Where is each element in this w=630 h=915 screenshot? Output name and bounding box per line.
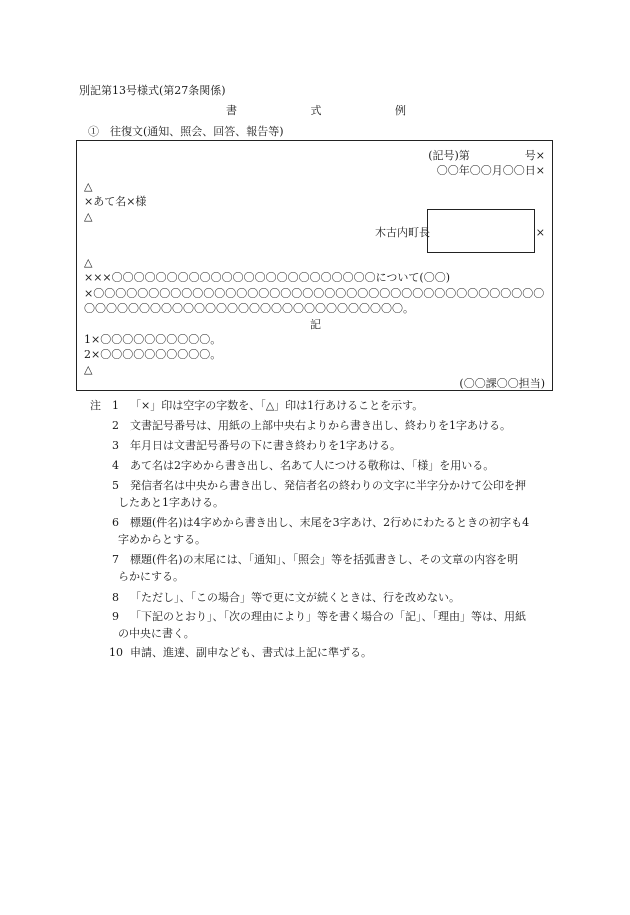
list-item-2: 2×〇〇〇〇〇〇〇〇〇〇。	[84, 348, 222, 361]
sender-name: 木古内町長	[375, 226, 430, 239]
form-title: 別記第13号様式(第27条関係)	[79, 84, 226, 97]
seal-box	[427, 209, 535, 253]
note-text: 年月日は文書記号番号の下に書き終わりを1字あける。	[130, 439, 401, 452]
note-text-continued: らかにする。	[118, 570, 184, 583]
note-number: 5	[112, 479, 119, 492]
note-text-continued: したあと1字あける。	[118, 496, 224, 509]
heading-char-3: 例	[395, 104, 406, 117]
subject-line: ×××〇〇〇〇〇〇〇〇〇〇〇〇〇〇〇〇〇〇〇〇〇〇〇〇について(〇〇)	[84, 271, 451, 284]
note-text: 標題(件名)の末尾には、「通知」、「照会」等を括弧書きし、その文章の内容を明	[130, 553, 519, 566]
note-number: 6	[112, 516, 119, 529]
doc-number: (記号)第 号×	[428, 149, 545, 162]
note-text: 発信者名は中央から書き出し、発信者名の終わりの文字に半字分かけて公印を押	[130, 479, 526, 492]
note-text-continued: の中央に書く。	[118, 627, 195, 640]
body-line-2: 〇〇〇〇〇〇〇〇〇〇〇〇〇〇〇〇〇〇〇〇〇〇〇〇〇〇〇〇〇。	[84, 302, 414, 315]
note-text: 「下記のとおり」、「次の理由により」等を書く場合の「記」、「理由」等は、用紙	[130, 610, 526, 623]
note-text-continued: 字めからとする。	[118, 533, 206, 546]
heading-char-2: 式	[310, 104, 322, 117]
blank-marker: △	[84, 363, 93, 376]
blank-marker: △	[84, 210, 93, 223]
example-frame	[76, 140, 553, 391]
sender-space: ×	[535, 226, 545, 239]
note-number: 1	[112, 399, 119, 412]
note-number: 9	[112, 610, 119, 623]
section-label: ① 往復文(通知、照会、回答、報告等)	[88, 125, 284, 138]
blank-marker: △	[84, 256, 93, 269]
note-text: 「×」印は空字の字数を、「△」印は1行あけることを示す。	[130, 399, 424, 412]
note-text: 「ただし」、「この場合」等で更に文が続くときは、行を改めない。	[130, 591, 460, 604]
note-text: 標題(件名)は4字めから書き出し、末尾を3字あけ、2行めにわたるときの初字も4	[130, 516, 530, 529]
note-number: 4	[112, 459, 119, 472]
note-number: 10	[109, 646, 123, 659]
contact-line: (〇〇課〇〇担当)	[459, 377, 545, 390]
note-text: 申請、進達、副申なども、書式は上記に準ずる。	[130, 646, 372, 659]
date: 〇〇年〇〇月〇〇日×	[436, 164, 545, 177]
heading	[226, 104, 406, 118]
note-number: 3	[112, 439, 119, 452]
note-text: 文書記号番号は、用紙の上部中央右よりから書き出し、終わりを1字あける。	[130, 419, 511, 432]
notes-mark: 注	[90, 399, 101, 412]
ki-label: 記	[310, 318, 321, 331]
body-line-1: ×〇〇〇〇〇〇〇〇〇〇〇〇〇〇〇〇〇〇〇〇〇〇〇〇〇〇〇〇〇〇〇〇〇〇〇〇〇〇〇〇〇	[84, 287, 545, 300]
addressee: ×あて名×様	[84, 195, 147, 208]
note-number: 7	[112, 553, 119, 566]
note-number: 8	[112, 591, 119, 604]
heading-char-1: 書	[226, 104, 237, 117]
blank-marker: △	[84, 180, 93, 193]
note-text: あて名は2字めから書き出し、名あて人につける敬称は、「様」を用いる。	[130, 459, 495, 472]
note-number: 2	[112, 419, 119, 432]
list-item-1: 1×〇〇〇〇〇〇〇〇〇〇。	[84, 333, 222, 346]
